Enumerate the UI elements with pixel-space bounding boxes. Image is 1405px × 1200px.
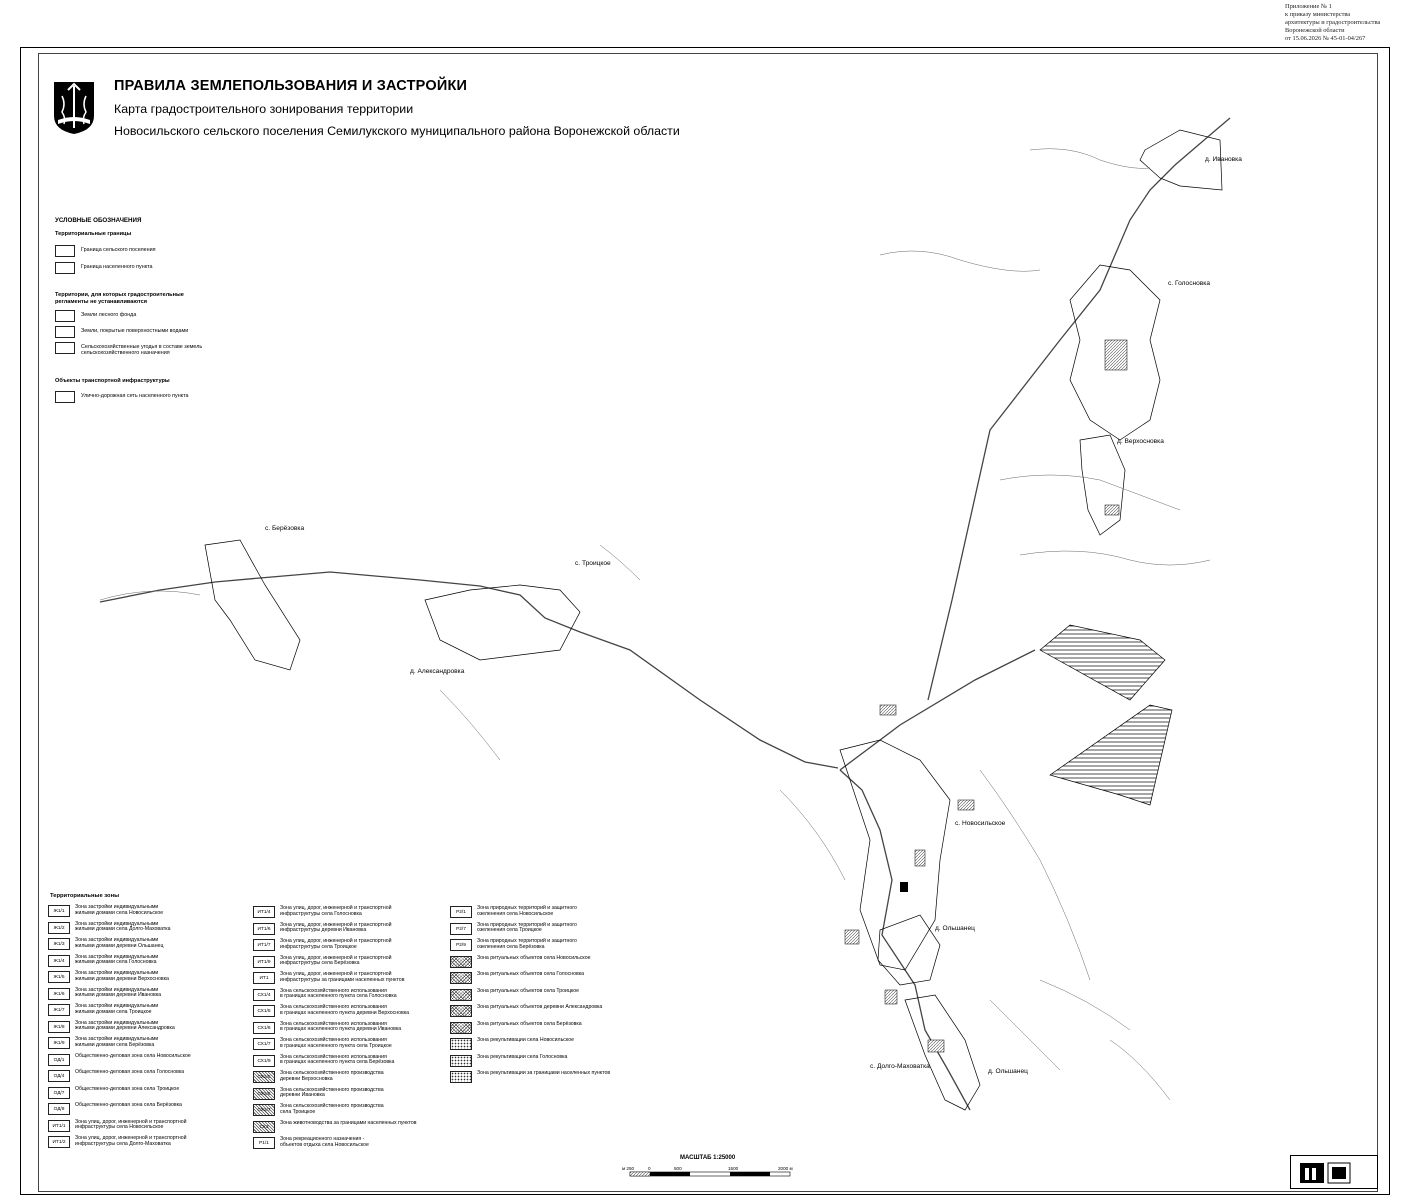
- zone-label: [477, 972, 657, 978]
- zone-label-line: Зона сельскохозяйственного производства: [280, 1103, 384, 1109]
- zone-patch: [845, 930, 859, 944]
- zone-sx3-south: [1050, 705, 1172, 805]
- zone-label-line: жилыми домами села Долго-Маховатка: [75, 926, 171, 933]
- stream: [980, 770, 1090, 980]
- zone-label: [75, 988, 255, 1000]
- zone-swatch: СХ1/4: [253, 989, 275, 1001]
- legend-label: Улично-дорожная сеть населенного пункта: [81, 393, 189, 399]
- zone-label-line: жилыми домами деревни Верхосновка: [75, 975, 169, 982]
- zone-label-line: жилыми домами села Троицкое: [75, 1008, 152, 1015]
- zone-swatch: СХ1/5: [253, 1005, 275, 1017]
- zone-label-line: Зона рекультивации села Голосновка: [477, 1053, 568, 1060]
- zone-label: [477, 923, 657, 935]
- zone-label-line: Зона ритуальных объектов села Голосновка: [477, 971, 584, 977]
- zone-swatch: ОД/9: [48, 1103, 70, 1115]
- legend-swatch-water: [55, 326, 75, 338]
- zone-swatch: Ж1/8: [48, 1021, 70, 1033]
- zone-swatch: Ж1/2: [48, 922, 70, 934]
- stream: [1020, 551, 1210, 565]
- zone-label: [280, 1137, 460, 1149]
- zone-label-line: Зона улиц, дорог, инженерной и транспортной: [280, 971, 392, 977]
- zone-label-line: Зона улиц, дорог, инженерной и транспортной: [280, 938, 392, 944]
- zone-swatch: СХ1/9: [253, 1055, 275, 1067]
- legend-section-boundaries: Территориальные границы: [55, 231, 132, 237]
- zone-label-line: Зона сельскохозяйственного производства: [280, 1086, 384, 1093]
- scale-tick-label: 0: [648, 1166, 651, 1171]
- zone-swatch: [450, 1055, 472, 1067]
- legend-swatch-settlement-boundary: [55, 245, 75, 257]
- zone-label: [477, 1055, 657, 1061]
- legend-swatch-locality-boundary: [55, 262, 75, 274]
- zone-label: [75, 1103, 255, 1109]
- zone-label-line: Зона ритуальных объектов села Новосильское: [477, 954, 591, 961]
- zone-label: [75, 1037, 255, 1049]
- zone-label: [477, 1005, 657, 1011]
- zone-label-line: Зона ритуальных объектов деревни Александровка: [477, 1004, 603, 1010]
- zone-label-line: в границах населенного пункта села Троицкое: [280, 1042, 392, 1049]
- zone-label-line: Зона сельскохозяйственного использования: [280, 1037, 387, 1043]
- zone-label: [477, 956, 657, 962]
- zone-label: [75, 1136, 255, 1148]
- zone-label: [280, 1121, 460, 1127]
- zone-label-line: Зона рекультивации за границами населенных пунктов: [477, 1070, 611, 1076]
- zone-label: [75, 1120, 255, 1132]
- zone-label-line: Зона застройки индивидуальными: [75, 904, 159, 910]
- place-label-golosnovka: с. Голосновка: [1168, 280, 1211, 287]
- zone-patch: [1105, 505, 1119, 515]
- zone-label: [75, 955, 255, 967]
- legend-swatch-agri: [55, 342, 75, 354]
- zone-label: [280, 1071, 460, 1083]
- zone-label: [280, 989, 460, 1001]
- zone-label-line: Зона рекреационного назначения -: [280, 1136, 365, 1142]
- zone-label: [280, 956, 460, 968]
- legend-title: УСЛОВНЫЕ ОБОЗНАЧЕНИЯ: [55, 217, 142, 224]
- zone-label-line: Зона природных территорий и защитного: [477, 905, 577, 911]
- zone-label-line: Общественно-деловая зона села Троицкое: [75, 1085, 180, 1092]
- zone-label-line: Зона застройки индивидуальными: [75, 1019, 159, 1026]
- stream: [780, 790, 845, 880]
- zone-swatch: Р2/9: [450, 939, 472, 951]
- zone-label: [280, 1104, 460, 1116]
- zone-label: [477, 906, 657, 918]
- stream: [1040, 980, 1130, 1030]
- zone-swatch: [450, 972, 472, 984]
- zone-black-building: [900, 882, 908, 892]
- scale-tick-label: 1500: [728, 1166, 739, 1171]
- zone-label-line: жилыми домами села Берёзовка: [75, 1041, 155, 1048]
- zone-label: [477, 989, 657, 995]
- zone-swatch: Ж1/9: [48, 1037, 70, 1049]
- road-main-west: [100, 572, 838, 768]
- zone-label: [280, 923, 460, 935]
- zone-swatch: Ж1/1: [48, 905, 70, 917]
- zone-label-line: села Троицкое: [280, 1108, 316, 1115]
- zone-label-line: инфраструктуры села Долго-Маховатка: [75, 1140, 171, 1147]
- zone-swatch: Ж1/3: [48, 938, 70, 950]
- stream: [990, 1000, 1060, 1070]
- legend-label: Земли, покрытые поверхностными водами: [81, 328, 189, 334]
- legend-label: Земли лесного фонда: [81, 312, 137, 318]
- zone-swatch: ОД/1: [48, 1054, 70, 1066]
- scale-tick-label: 500: [674, 1166, 682, 1171]
- zone-label-line: Зона застройки индивидуальными: [75, 920, 159, 927]
- zone-label-line: в границах населенного пункта деревни Ивановка: [280, 1026, 402, 1033]
- legend-label: [81, 344, 202, 356]
- legend-section-no-regulations: Территории, для которых градостроительные регламенты не устанавливаются: [55, 292, 184, 305]
- zone-label-line: инфраструктуры села Троицкое: [280, 943, 357, 950]
- zone-swatch: [450, 956, 472, 968]
- map-subtitle-territory: Новосильского сельского поселения Семилукского муниципального района Воронежской области: [114, 124, 680, 138]
- zone-label-line: Зона улиц, дорог, инженерной и транспортной: [280, 905, 392, 911]
- zone-label-line: Зона застройки индивидуальными: [75, 986, 159, 993]
- zone-label-line: инфраструктуры за границами населенных пунктов: [280, 976, 405, 983]
- road-north-diagonal: [928, 118, 1230, 700]
- stream: [1030, 149, 1150, 169]
- zone-label-line: Зона застройки индивидуальными: [75, 953, 159, 960]
- place-label-novosilskoe: с. Новосильское: [955, 820, 1006, 827]
- stream: [880, 251, 1040, 271]
- map-subtitle: Карта градостроительного зонирования территории: [114, 102, 414, 116]
- zone-label-line: Зона сельскохозяйственного использования: [280, 1053, 387, 1060]
- place-label-troitskoe: с. Троицкое: [575, 560, 611, 567]
- zone-label: [75, 905, 255, 917]
- legend-label-line: Сельскохозяйственные угодья в составе земель: [81, 344, 203, 350]
- zone-label-line: озеленения села Берёзовка: [477, 943, 545, 950]
- zone-label-line: в границах населенного пункта села Берёзовка: [280, 1059, 395, 1066]
- locality-dolgo-boundary: [905, 995, 980, 1110]
- zone-swatch: ОД/7: [48, 1087, 70, 1099]
- zone-swatch: Р1/1: [253, 1137, 275, 1149]
- zone-swatch: СХ2/5: [253, 1071, 275, 1083]
- zone-label-line: инфраструктуры села Новосильское: [75, 1124, 164, 1131]
- zone-label-line: Зона застройки индивидуальными: [75, 970, 159, 976]
- zone-swatch: СХ3: [253, 1121, 275, 1133]
- approval-note-line: архитектуры и градостроительства: [1285, 19, 1381, 26]
- zone-label: [280, 906, 460, 918]
- road-south: [840, 770, 970, 1110]
- legend-label: Граница населенного пункта: [81, 264, 153, 270]
- legend-swatch-forest: [55, 310, 75, 322]
- legend-label: Граница сельского поселения: [81, 247, 156, 253]
- zone-label: [477, 939, 657, 951]
- legend-section-transport: Объекты транспортной инфраструктуры: [55, 378, 170, 384]
- zone-label: [280, 1005, 460, 1017]
- zone-label-line: озеленения села Новосильское: [477, 910, 554, 917]
- locality-olshanets-boundary: [878, 915, 940, 985]
- zone-label: [280, 1088, 460, 1100]
- zone-label-line: озеленения села Троицкое: [477, 927, 542, 934]
- zone-swatch: ИТ1/7: [253, 939, 275, 951]
- zone-swatch: Р2/1: [450, 906, 472, 918]
- map-title: ПРАВИЛА ЗЕМЛЕПОЛЬЗОВАНИЯ И ЗАСТРОЙКИ: [114, 78, 468, 94]
- zone-label: [280, 1038, 460, 1050]
- zone-swatch: ИТ1/2: [48, 1136, 70, 1148]
- stream: [1110, 1040, 1170, 1100]
- zone-label: [477, 1022, 657, 1028]
- road-east-diagonal: [840, 650, 1035, 770]
- legend-swatch-street-network: [55, 391, 75, 403]
- place-label-ivanovka: д. Ивановка: [1205, 156, 1242, 163]
- place-label-verkhosnovka: д. Верхосновка: [1117, 438, 1164, 445]
- zone-swatch: Ж1/4: [48, 955, 70, 967]
- zone-swatch: [450, 1005, 472, 1017]
- zone-label-line: Зона застройки индивидуальными: [75, 1003, 159, 1009]
- zone-label: [280, 972, 460, 984]
- zone-label-line: в границах населенного пункта деревни Верхосновка: [280, 1009, 410, 1016]
- zone-label-line: Зона рекультивации села Новосильское: [477, 1037, 574, 1043]
- place-label-olshanets-north: д. Ольшанец: [935, 925, 975, 932]
- zone-label-line: жилыми домами села Новосильское: [75, 909, 164, 916]
- zone-swatch: ИТ1: [253, 972, 275, 984]
- zone-label-line: жилыми домами села Голосновка: [75, 959, 157, 966]
- scale-bar: [630, 1172, 790, 1176]
- zone-swatch: СХ1/7: [253, 1038, 275, 1050]
- scale-title: МАСШТАБ 1:25000: [680, 1155, 736, 1161]
- legend-label-line: сельскохозяйственного назначения: [81, 350, 170, 356]
- zone-label-line: деревни Верхосновка: [280, 1075, 333, 1082]
- zone-label: [477, 1071, 657, 1077]
- zone-label: [75, 1021, 255, 1033]
- zone-label-line: Зона застройки индивидуальными: [75, 1036, 159, 1042]
- zone-label: [75, 1070, 255, 1076]
- zone-label-line: инфраструктуры села Голосновка: [280, 910, 362, 917]
- zone-swatch: [450, 1071, 472, 1083]
- zone-swatch: СХ1/6: [253, 1022, 275, 1034]
- zone-label: [75, 1054, 255, 1060]
- zone-swatch: СХ2/7: [253, 1104, 275, 1116]
- zone-label-line: жилыми домами деревни Ивановка: [75, 992, 162, 999]
- zone-label-line: Зона улиц, дорог, инженерной и транспортной: [280, 954, 392, 961]
- zone-label: [280, 939, 460, 951]
- zone-swatch: Ж1/7: [48, 1004, 70, 1016]
- zone-label-line: объектов отдыха села Новосильское: [280, 1141, 369, 1148]
- zone-swatch: Ж1/5: [48, 971, 70, 983]
- approval-note-line: к приказу министерства: [1285, 11, 1351, 18]
- approval-note-line: Приложение № 1: [1285, 3, 1332, 10]
- zone-label-line: инфраструктуры села Берёзовка: [280, 960, 360, 967]
- zone-label: [280, 1022, 460, 1034]
- zone-patch: [958, 800, 974, 810]
- zone-label: [75, 1087, 255, 1093]
- zone-patch: [1105, 340, 1127, 370]
- zone-label-line: Зона животноводства за границами населенных пунктов: [280, 1119, 417, 1126]
- zone-label-line: Общественно-деловая зона села Берёзовка: [75, 1102, 182, 1108]
- stream: [440, 690, 500, 760]
- zone-patch: [885, 990, 897, 1004]
- zone-patch: [880, 705, 896, 715]
- place-label-olshanets-south: д. Ольшанец: [988, 1068, 1028, 1075]
- place-label-dolgo-makhovatka: с. Долго-Маховатка: [870, 1063, 930, 1070]
- zone-label-line: жилыми домами деревни Ольшанец: [75, 942, 164, 949]
- zone-label-line: Зона сельскохозяйственного производства: [280, 1070, 384, 1076]
- zone-patch: [915, 850, 925, 866]
- zone-swatch: ИТ1/4: [253, 906, 275, 918]
- scale-tick-label: 2000 м: [778, 1166, 793, 1171]
- zone-label: [477, 1038, 657, 1044]
- zone-label: [280, 1055, 460, 1067]
- title-stamp-block: [1290, 1155, 1378, 1189]
- zone-swatch: ИТ1/9: [253, 956, 275, 968]
- zone-label-line: Зона улиц, дорог, инженерной и транспортной: [280, 921, 392, 928]
- zone-label-line: Общественно-деловая зона села Новосильское: [75, 1052, 191, 1059]
- zone-label: [75, 1004, 255, 1016]
- zone-swatch: ИТ1/1: [48, 1120, 70, 1132]
- zone-label-line: Зона сельскохозяйственного использования: [280, 1020, 387, 1027]
- zone-label: [75, 922, 255, 934]
- zone-label-line: Зона улиц, дорог, инженерной и транспортной: [75, 1135, 187, 1141]
- approval-note-line: от 15.06.2026 № 45-01-04/267: [1285, 35, 1366, 42]
- zone-swatch: [450, 1038, 472, 1050]
- zone-label-line: Зона природных территорий и защитного: [477, 921, 577, 928]
- zone-label-line: Зона сельскохозяйственного использования: [280, 1004, 387, 1010]
- zone-label-line: Зона сельскохозяйственного использования: [280, 987, 387, 994]
- zone-swatch: ОД/4: [48, 1070, 70, 1082]
- zone-label-line: Общественно-деловая зона села Голосновка: [75, 1069, 185, 1075]
- zone-patch: [928, 1040, 944, 1052]
- zone-label: [75, 938, 255, 950]
- zone-swatch: СХ2/6: [253, 1088, 275, 1100]
- zone-swatch: ИТ1/6: [253, 923, 275, 935]
- approval-note-line: Воронежской области: [1285, 27, 1345, 34]
- zone-label-line: в границах населенного пункта села Голосновка: [280, 993, 397, 1000]
- zone-sx3-north: [1040, 625, 1165, 700]
- zone-swatch: Ж1/6: [48, 988, 70, 1000]
- zone-label-line: Зона природных территорий и защитного: [477, 938, 577, 944]
- locality-verkhosnovka-boundary: [1080, 435, 1125, 535]
- zone-label-line: Зона улиц, дорог, инженерной и транспортной: [75, 1118, 187, 1125]
- place-label-berezovka: с. Берёзовка: [265, 525, 305, 532]
- zone-label-line: деревни Ивановка: [280, 1092, 325, 1099]
- locality-berezovka-boundary: [205, 540, 300, 670]
- place-label-aleksandrovka: д. Александровка: [410, 668, 465, 675]
- zone-label-line: Зона застройки индивидуальными: [75, 937, 159, 943]
- zone-swatch: [450, 1022, 472, 1034]
- zones-legend-title: Территориальные зоны: [50, 893, 120, 899]
- zone-label-line: инфраструктуры деревни Ивановка: [280, 927, 367, 934]
- zone-label: [75, 971, 255, 983]
- stream: [1000, 475, 1180, 510]
- scale-tick-label: м 250: [622, 1166, 635, 1171]
- zone-swatch: [450, 989, 472, 1001]
- zone-swatch: Р2/7: [450, 923, 472, 935]
- zone-label-line: Зона ритуальных объектов села Берёзовка: [477, 1020, 582, 1027]
- zone-label-line: жилыми домами деревни Александровка: [75, 1025, 175, 1032]
- zone-label-line: Зона ритуальных объектов села Троицкое: [477, 987, 580, 994]
